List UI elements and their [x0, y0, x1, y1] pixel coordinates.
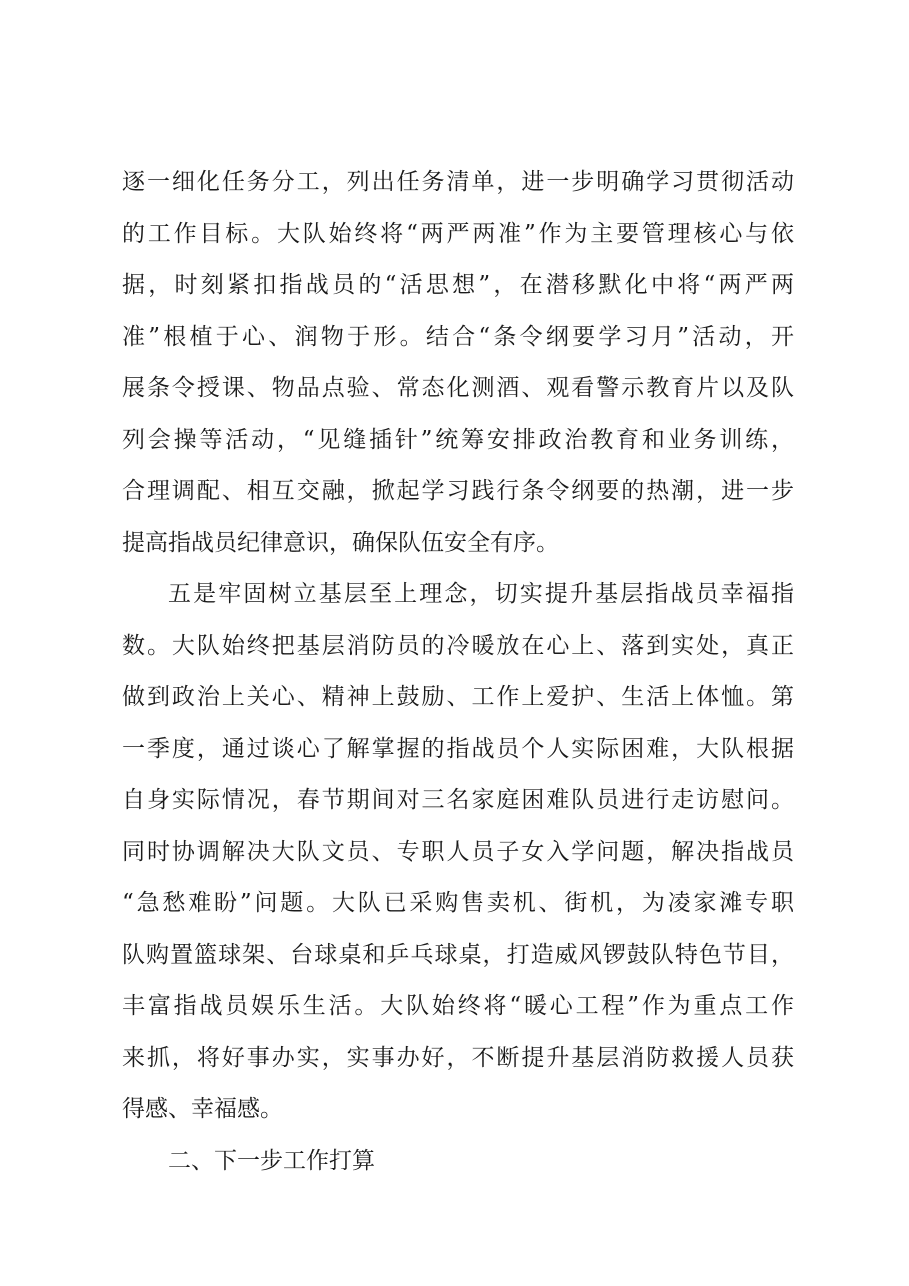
paragraph-2-line-2: 数。大队始终把基层消防员的冷暖放在心上、落到实处，真正 [122, 633, 794, 659]
paragraph-2-line-7: “急愁难盼”问题。大队已采购售卖机、街机，为凌家滩专职 [122, 890, 794, 916]
paragraph-2-line-5: 自身实际情况，春节期间对三名家庭困难队员进行走访慰问。 [122, 787, 794, 813]
paragraph-2-line-6: 同时协调解决大队文员、专职人员子女入学问题，解决指战员 [122, 839, 794, 865]
paragraph-1-line-3: 据，时刻紧扣指战员的“活思想”，在潜移默化中将“两严两 [122, 272, 794, 298]
paragraph-2-line-11: 得感、幸福感。 [122, 1096, 283, 1122]
paragraph-1-line-8: 提高指战员纪律意识，确保队伍安全有序。 [122, 530, 559, 556]
paragraph-2-line-3: 做到政治上关心、精神上鼓励、工作上爱护、生活上体恤。第 [122, 684, 794, 710]
paragraph-2-line-9: 丰富指战员娱乐生活。大队始终将“暖心工程”作为重点工作 [122, 993, 794, 1019]
paragraph-1-line-1: 逐一细化任务分工，列出任务清单，进一步明确学习贯彻活动 [122, 169, 794, 195]
paragraph-1-line-2: 的工作目标。大队始终将“两严两准”作为主要管理核心与依 [122, 221, 794, 247]
paragraph-2-line-1: 五是牢固树立基层至上理念，切实提升基层指战员幸福指 [168, 581, 794, 607]
paragraph-2-line-4: 一季度，通过谈心了解掌握的指战员个人实际困难，大队根据 [122, 736, 794, 762]
paragraph-1-line-6: 列会操等活动，“见缝插针”统筹安排政治教育和业务训练， [122, 427, 794, 453]
paragraph-1-line-5: 展条令授课、物品点验、常态化测酒、观看警示教育片以及队 [122, 375, 794, 401]
paragraph-2-line-8: 队购置篮球架、台球桌和乒乓球桌，打造威风锣鼓队特色节目， [122, 942, 794, 968]
paragraph-2-line-10: 来抓，将好事办实，实事办好，不断提升基层消防救援人员获 [122, 1045, 794, 1071]
section-heading: 二、下一步工作打算 [168, 1148, 375, 1174]
paragraph-1-line-7: 合理调配、相互交融，掀起学习践行条令纲要的热潮，进一步 [122, 478, 794, 504]
paragraph-1-line-4: 准”根植于心、润物于形。结合“条令纲要学习月”活动，开 [122, 324, 794, 350]
